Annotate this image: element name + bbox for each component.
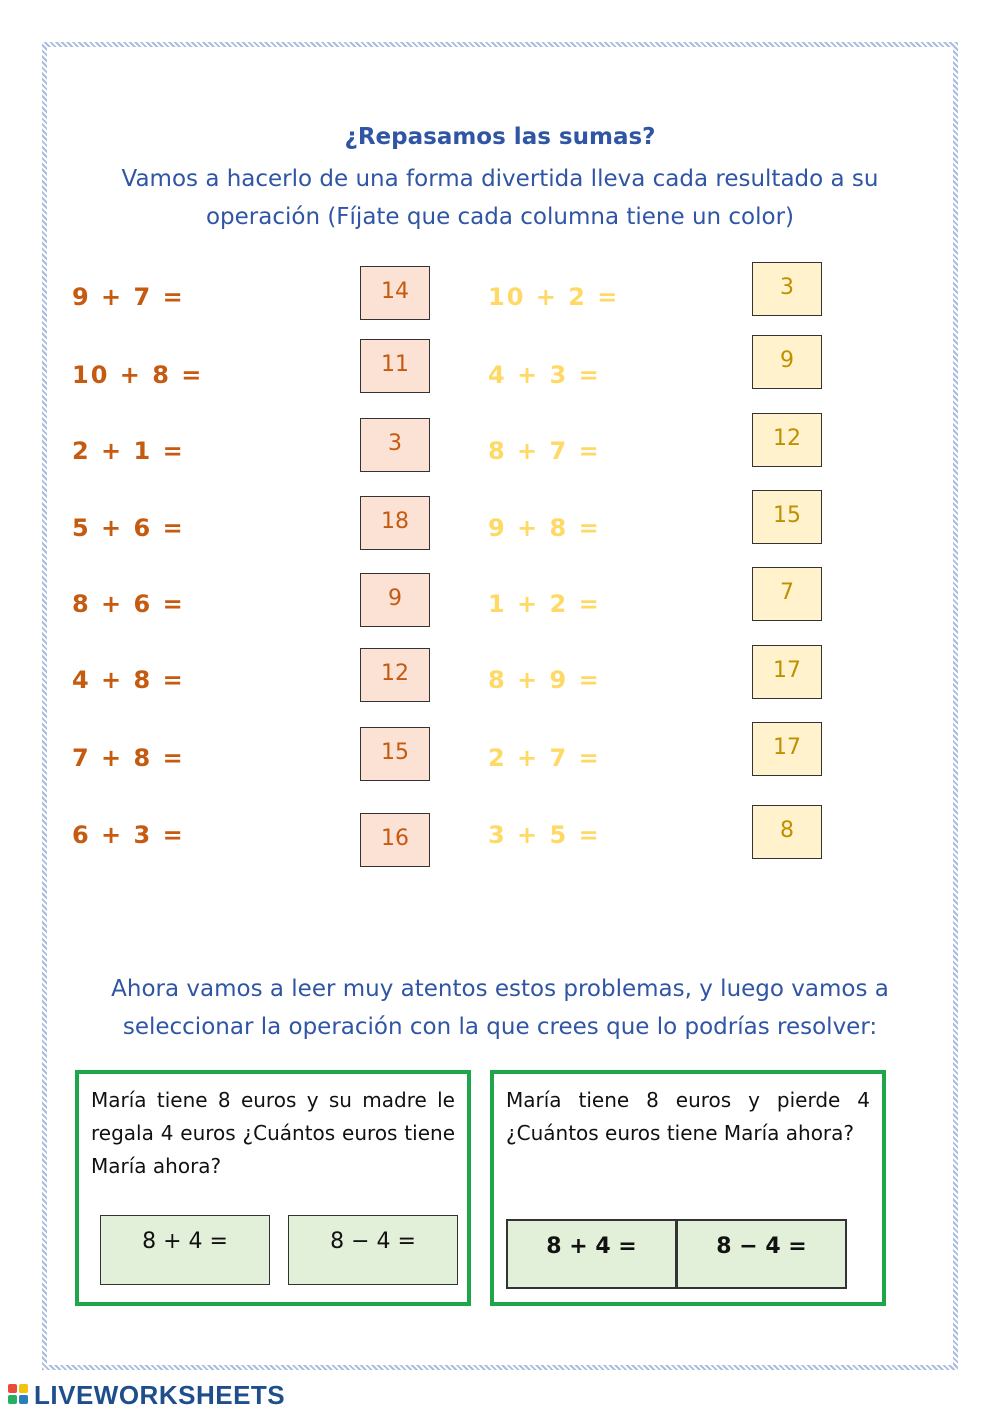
left-operation: 6 + 3 = [72, 821, 185, 849]
liveworksheets-logo [8, 1381, 285, 1409]
option-addition-button[interactable]: 8 + 4 = [506, 1219, 677, 1289]
answer-box[interactable]: 9 [360, 573, 430, 627]
left-operation: 4 + 8 = [72, 666, 185, 694]
left-operation: 10 + 8 = [72, 361, 204, 389]
right-operation: 9 + 8 = [488, 514, 601, 542]
right-operation: 8 + 9 = [488, 666, 601, 694]
answer-box[interactable]: 12 [360, 648, 430, 702]
problem-card-1 [75, 1070, 471, 1306]
logo-text: LIVEWORKSHEETS [34, 1379, 286, 1410]
answer-box[interactable]: 14 [360, 266, 430, 320]
answer-box[interactable]: 16 [360, 813, 430, 867]
problem-card-2 [490, 1070, 886, 1306]
right-operation: 8 + 7 = [488, 437, 601, 465]
problems-instructions: Ahora vamos a leer muy atentos estos problemas, y luego vamos a seleccionar la operación con la que crees que lo podrías resolver: [111, 976, 889, 1040]
answer-box[interactable]: 7 [752, 567, 822, 621]
worksheet-title: ¿Repasamos las sumas? [344, 124, 656, 150]
right-operation: 2 + 7 = [488, 744, 601, 772]
right-operation: 3 + 5 = [488, 821, 601, 849]
logo-icon [8, 1384, 30, 1406]
problem-text: María tiene 8 euros y su madre le regala 4 euros ¿Cuántos euros tiene María ahora? [91, 1088, 455, 1178]
answer-box[interactable]: 17 [752, 722, 822, 776]
answer-box[interactable]: 18 [360, 496, 430, 550]
option-subtraction-button[interactable]: 8 − 4 = [676, 1219, 847, 1289]
right-operation: 10 + 2 = [488, 283, 620, 311]
answer-box[interactable]: 15 [360, 727, 430, 781]
left-operation: 9 + 7 = [72, 283, 185, 311]
problem-text: María tiene 8 euros y pierde 4 ¿Cuántos euros tiene María ahora? [506, 1088, 870, 1145]
right-operation: 4 + 3 = [488, 361, 601, 389]
answer-box[interactable]: 3 [360, 418, 430, 472]
answer-box[interactable]: 17 [752, 645, 822, 699]
answer-box[interactable]: 12 [752, 413, 822, 467]
left-operation: 7 + 8 = [72, 744, 185, 772]
answer-box[interactable]: 15 [752, 490, 822, 544]
right-operation: 1 + 2 = [488, 590, 601, 618]
left-operation: 2 + 1 = [72, 437, 185, 465]
left-operation: 8 + 6 = [72, 590, 185, 618]
answer-box[interactable]: 11 [360, 339, 430, 393]
left-operation: 5 + 6 = [72, 514, 185, 542]
option-addition-button[interactable]: 8 + 4 = [100, 1215, 270, 1285]
answer-box[interactable]: 8 [752, 805, 822, 859]
answer-box[interactable]: 3 [752, 262, 822, 316]
answer-box[interactable]: 9 [752, 335, 822, 389]
option-subtraction-button[interactable]: 8 − 4 = [288, 1215, 458, 1285]
intro-text: Vamos a hacerlo de una forma divertida lleva cada resultado a su operación (Fíjate que cada columna tiene un color) [121, 166, 879, 230]
